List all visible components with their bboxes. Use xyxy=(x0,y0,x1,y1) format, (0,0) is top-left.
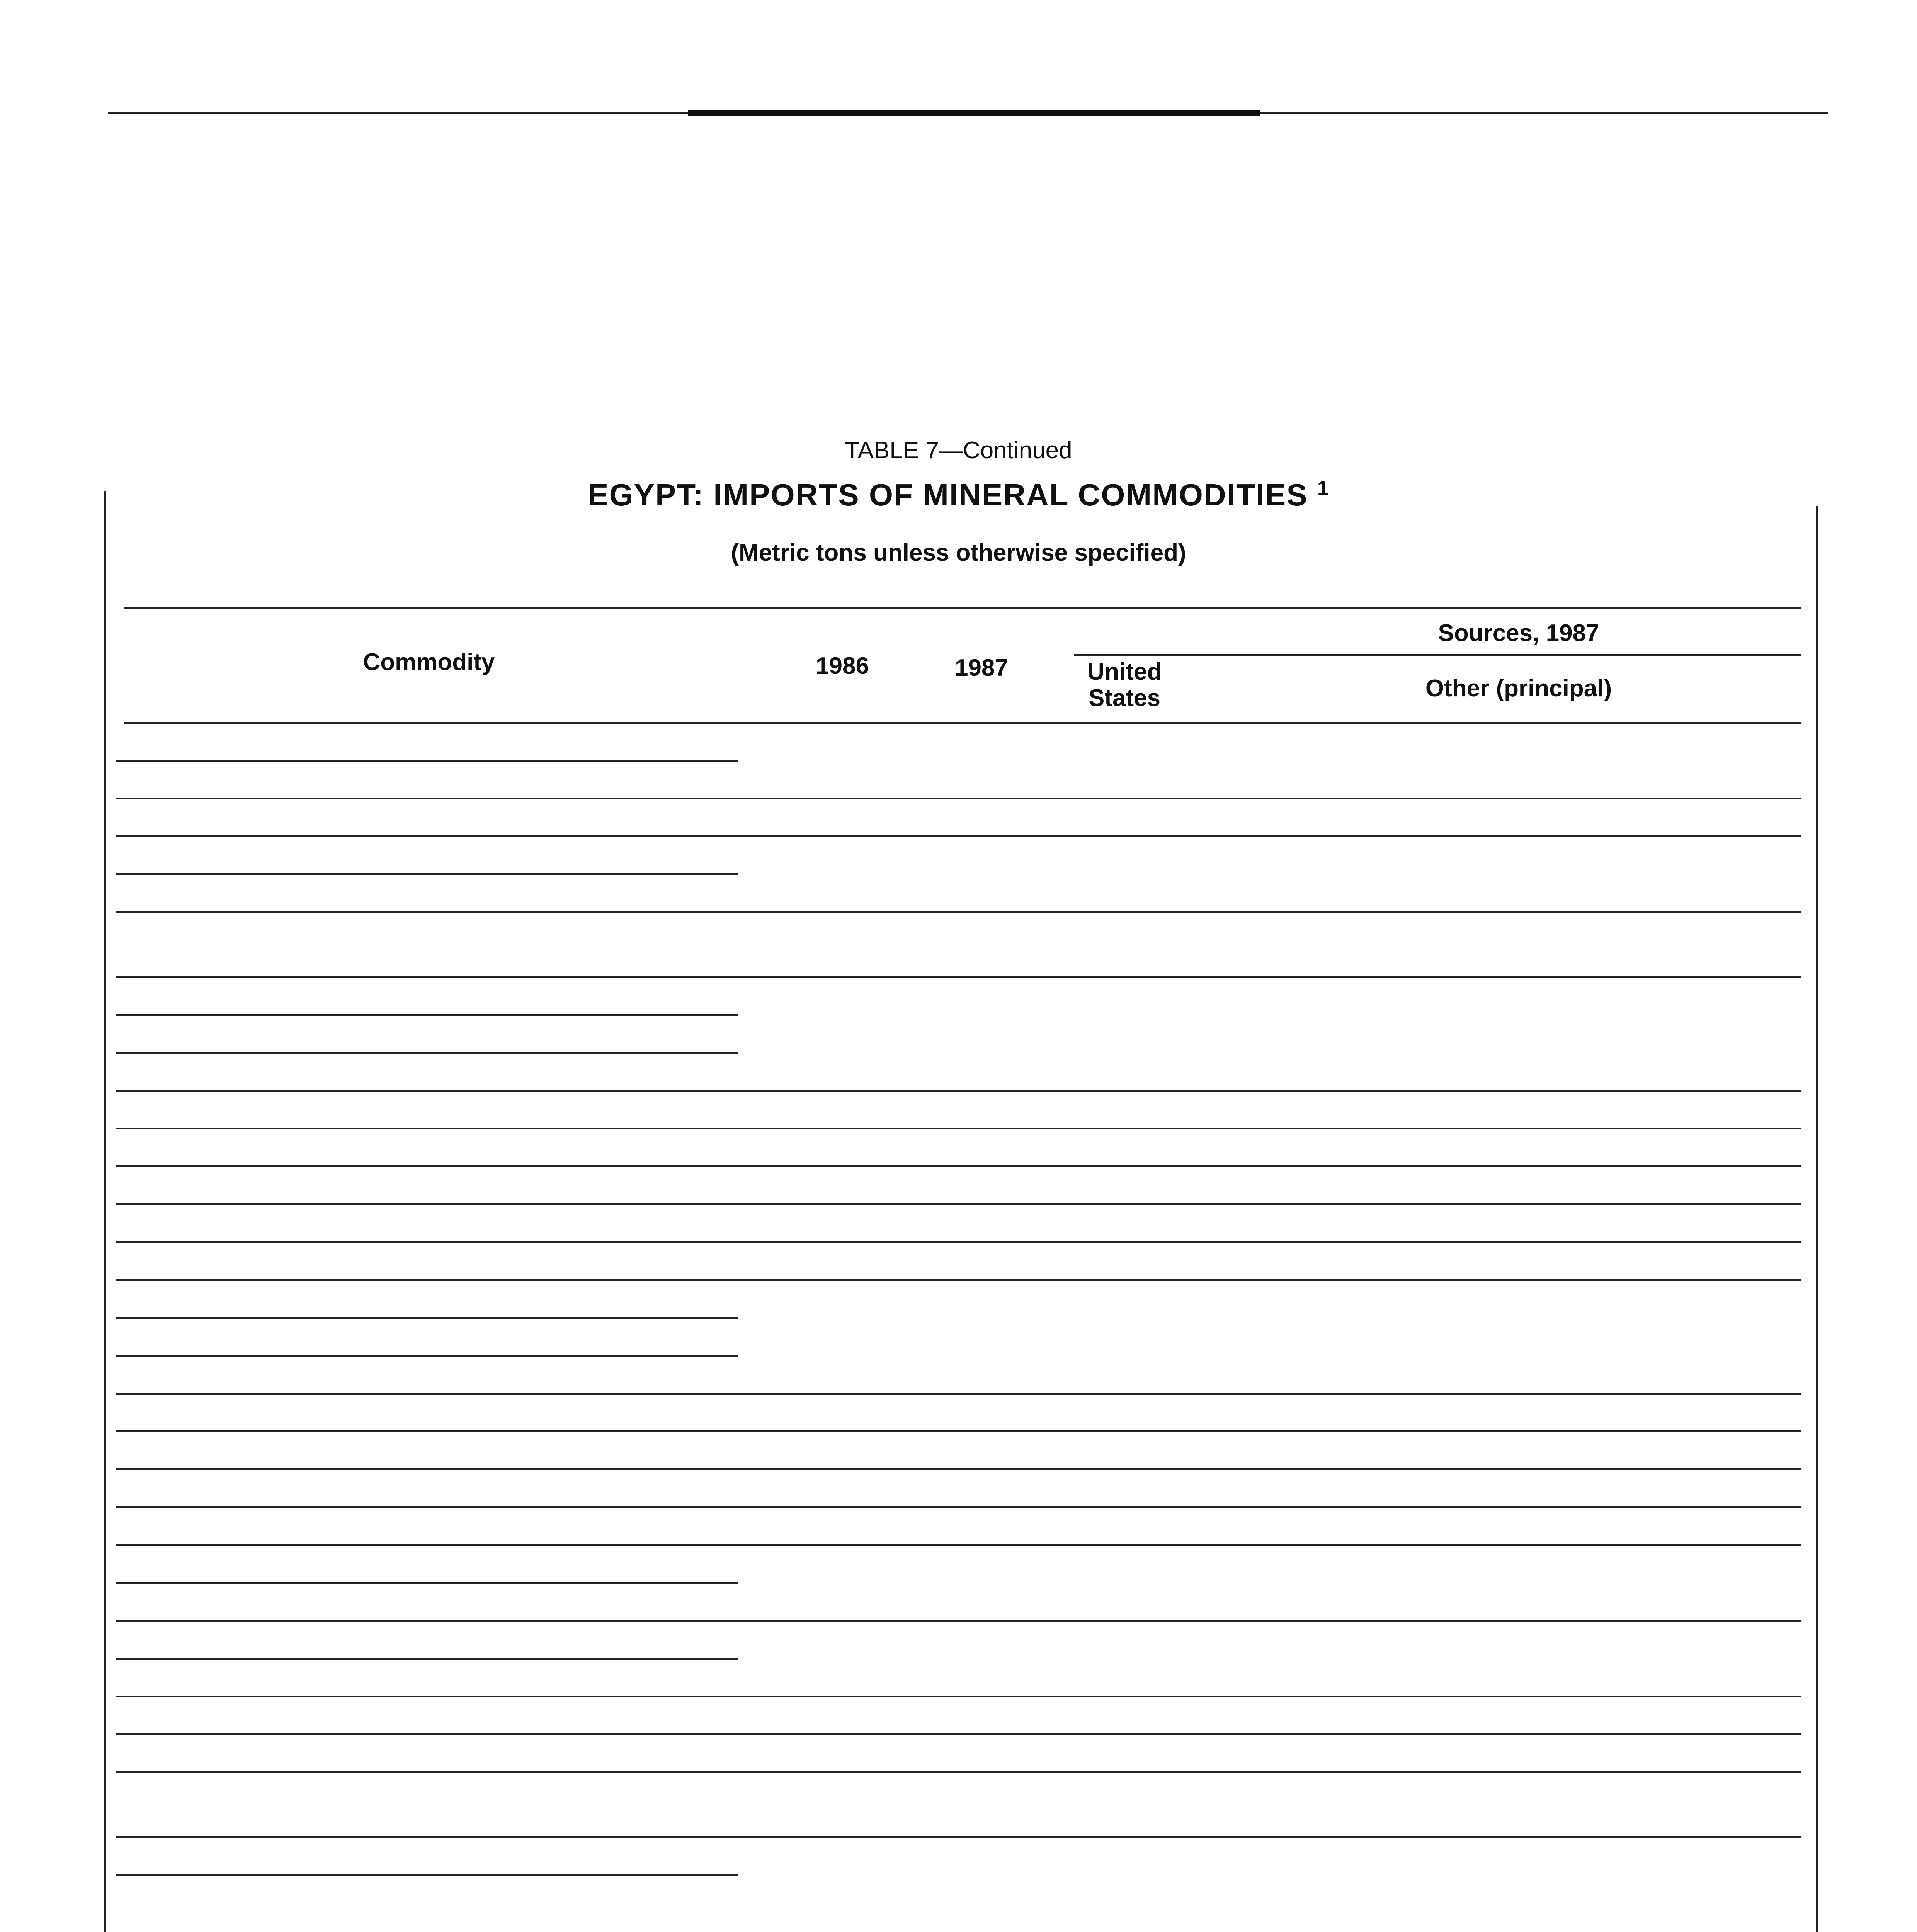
row-rule xyxy=(116,1733,1801,1735)
row-rule xyxy=(116,1279,1801,1281)
header-sources: Sources, 1987 xyxy=(1438,620,1599,646)
row-rule xyxy=(116,1658,738,1660)
row-rule xyxy=(116,1506,1801,1508)
row-rule xyxy=(116,1203,1801,1205)
row-rule xyxy=(116,1317,738,1319)
row-rule xyxy=(116,1696,1801,1697)
row-rule xyxy=(116,1393,1801,1395)
sources-rule xyxy=(1074,654,1801,656)
header-other-principal: Other (principal) xyxy=(1425,675,1612,702)
row-rule xyxy=(116,760,738,762)
row-rule xyxy=(116,1052,738,1054)
title-footnote-mark: 1 xyxy=(1317,477,1329,500)
row-rule xyxy=(116,1836,1801,1838)
row-rule xyxy=(116,1128,1801,1129)
header-rule-bottom xyxy=(124,722,1801,724)
row-rule xyxy=(116,1355,738,1357)
row-rule xyxy=(116,1582,738,1584)
table-label: TABLE 7—Continued xyxy=(845,437,1072,464)
row-rule xyxy=(116,1430,1801,1432)
header-united-states: United States xyxy=(1087,658,1162,711)
row-rule xyxy=(116,1874,738,1876)
row-rule xyxy=(116,1090,1801,1092)
row-rule xyxy=(116,1468,1801,1470)
row-rule xyxy=(116,1165,1801,1167)
row-rule xyxy=(116,1544,1801,1546)
header-1986: 1986 xyxy=(816,653,869,679)
row-rule xyxy=(116,911,1801,913)
row-rule xyxy=(116,1014,738,1016)
margin-bar-left xyxy=(104,491,106,1932)
header-rule-top xyxy=(124,607,1801,609)
header-1987: 1987 xyxy=(955,655,1008,681)
header-commodity: Commodity xyxy=(363,649,495,675)
row-rule xyxy=(116,873,738,875)
top-rule-accent xyxy=(688,110,1260,116)
margin-bar-right xyxy=(1816,506,1818,1932)
row-rule xyxy=(116,1241,1801,1243)
table-title: EGYPT: IMPORTS OF MINERAL COMMODITIES $^1$ xyxy=(588,477,1329,512)
row-rule xyxy=(116,835,1801,837)
row-rule xyxy=(116,1771,1801,1773)
table-unit-note: (Metric tons unless otherwise specified) xyxy=(731,539,1186,566)
row-rule xyxy=(116,1620,1801,1622)
row-rule xyxy=(116,976,1801,978)
row-rule xyxy=(116,798,1801,799)
